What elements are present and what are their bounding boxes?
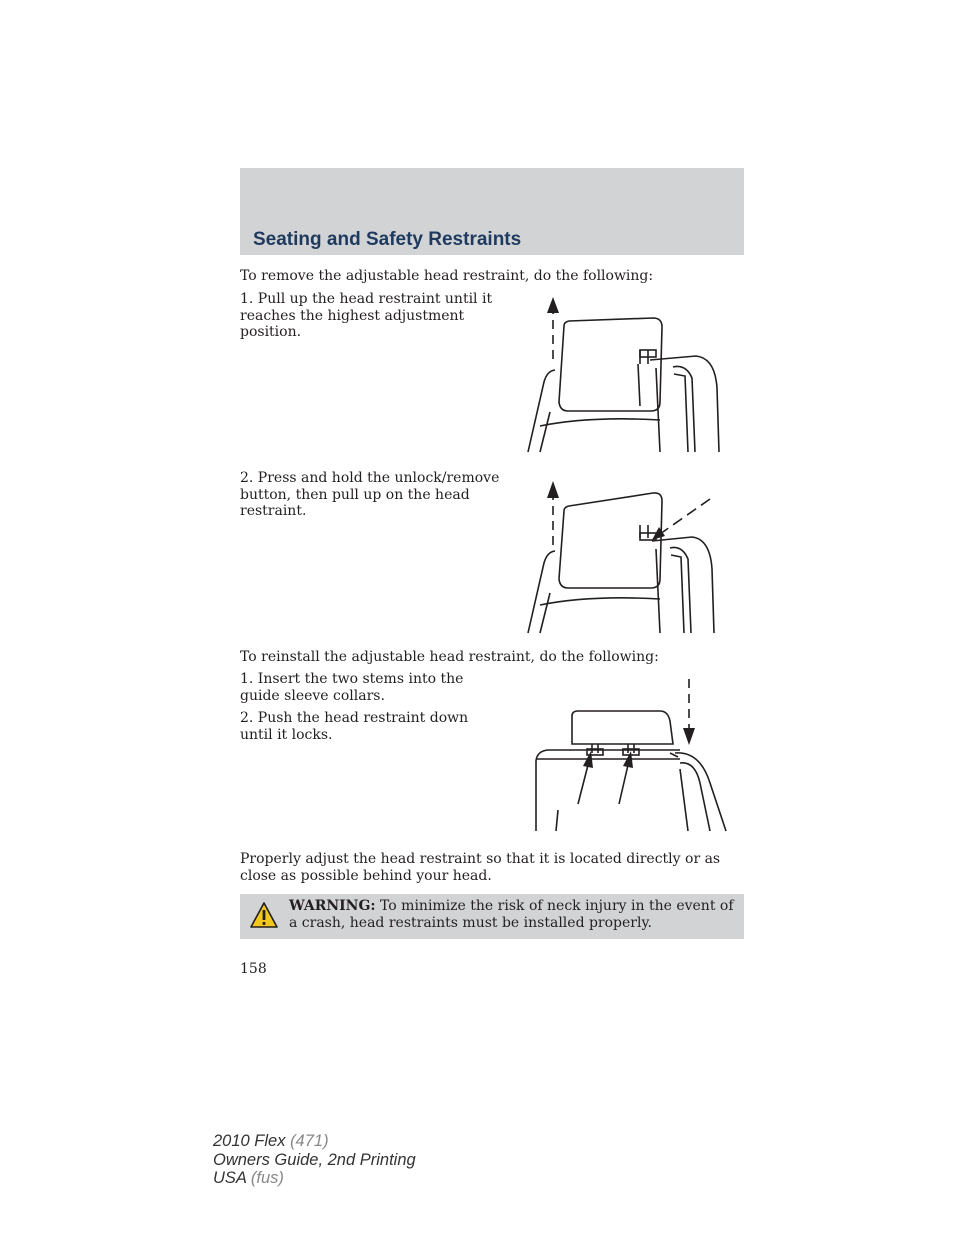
remove-step-2: 2. Press and hold the unlock/remove button, then pull up on the head restraint. — [240, 470, 500, 519]
footer-model: 2010 Flex — [213, 1132, 286, 1150]
footer-region: USA — [213, 1169, 247, 1187]
downward-dashed-arrow — [683, 679, 695, 745]
warning-triangle-icon — [249, 901, 279, 929]
figure-reinstall-headrest — [530, 673, 730, 835]
warning-text — [289, 898, 739, 931]
page-number: 158 — [240, 961, 267, 977]
headrest-outline — [572, 711, 673, 755]
warning-label: WARNING: — [289, 898, 376, 914]
footer-region-code: (fus) — [250, 1169, 284, 1187]
warning-message: To minimize the risk of neck injury in the event of a crash, head restraints must be installed properly. — [289, 898, 734, 931]
footer-guide: Owners Guide, 2nd Printing — [213, 1150, 416, 1169]
figure-press-button-pull — [520, 475, 730, 635]
reinstall-step-2: 2. Push the head restraint down until it locks. — [240, 710, 469, 743]
document-footer — [213, 1132, 416, 1188]
seat-back-outline — [528, 537, 714, 633]
figure-raise-headrest — [520, 294, 730, 456]
footer-model-code: (471) — [290, 1132, 329, 1150]
warning-box — [240, 894, 744, 939]
adjust-text: Properly adjust the head restraint so that it is located directly or as close as possible behind your head. — [240, 851, 721, 884]
upward-dashed-arrow — [547, 297, 559, 359]
remove-step-1: 1. Pull up the head restraint until it reaches the highest adjustment position. — [240, 291, 493, 340]
reinstall-intro: To reinstall the adjustable head restraint, do the following: — [240, 649, 659, 665]
remove-intro: To remove the adjustable head restraint, do the following: — [240, 268, 654, 284]
section-title: Seating and Safety Restraints — [253, 229, 522, 250]
seat-back-outline — [528, 356, 719, 452]
reinstall-step-1: 1. Insert the two stems into the guide sleeve collars. — [240, 671, 464, 704]
headrest-outline — [559, 493, 662, 588]
headrest-outline — [559, 318, 662, 411]
upward-dashed-arrow — [547, 481, 559, 545]
